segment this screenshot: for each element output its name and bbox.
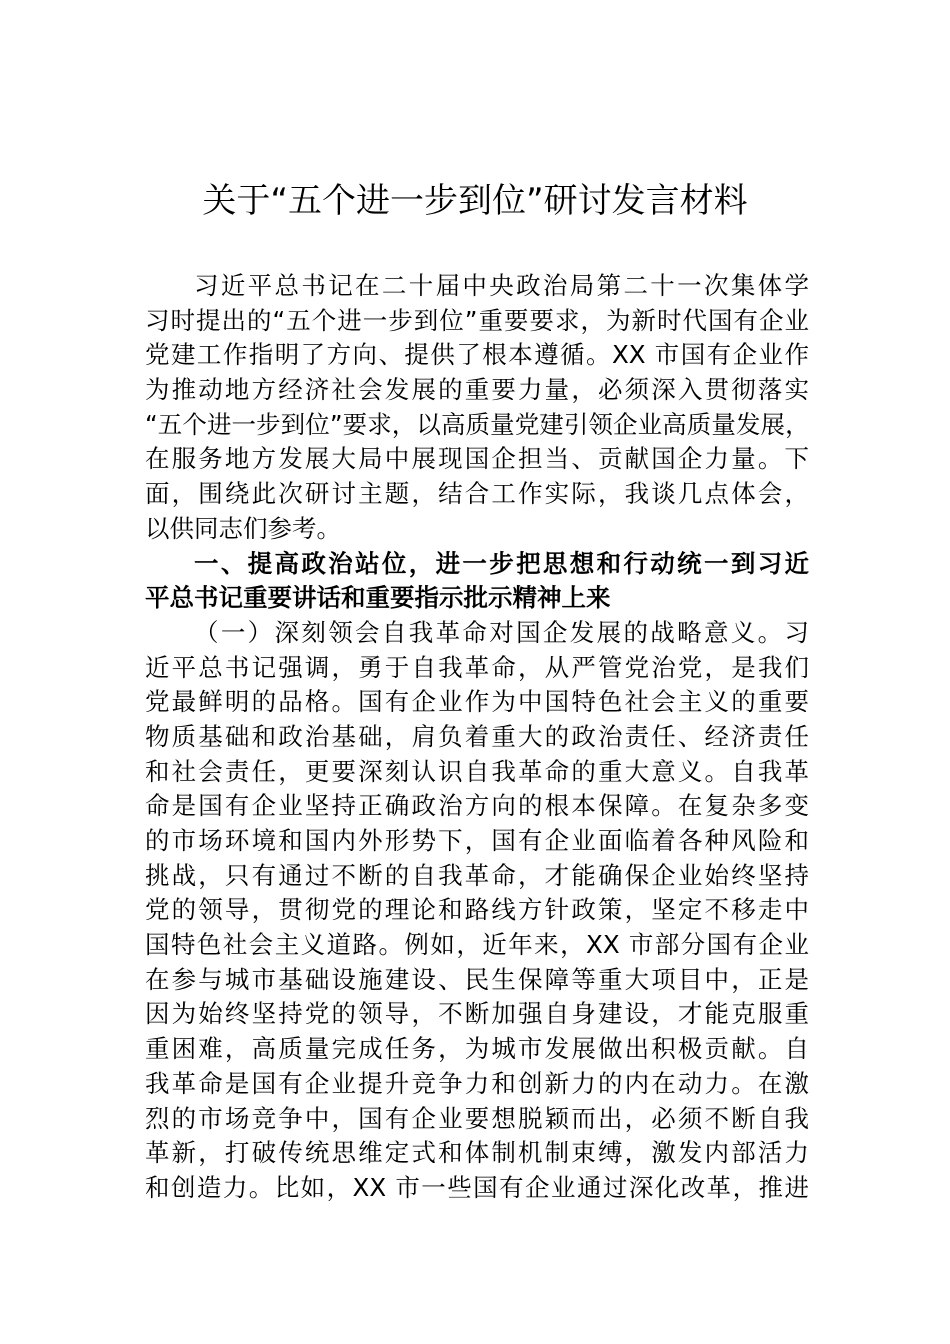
section-heading-line: 平总书记重要讲话和重要指示批示精神上来 xyxy=(145,583,611,613)
paragraph-line: 挑战，只有通过不断的自我革命，才能确保企业始终坚持 xyxy=(145,860,809,890)
paragraph-line: 和社会责任，更要深刻认识自我革命的重大意义。自我革 xyxy=(145,756,809,786)
paragraph-line: 面，围绕此次研讨主题，结合工作实际，我谈几点体会， xyxy=(145,479,809,509)
paragraph-line: 近平总书记强调，勇于自我革命，从严管党治党，是我们 xyxy=(145,652,809,682)
paragraph-line: 在参与城市基础设施建设、民生保障等重大项目中，正是 xyxy=(145,964,809,994)
paragraph-line: 为推动地方经济社会发展的重要力量，必须深入贯彻落实 xyxy=(145,375,809,405)
paragraph-line: 习近平总书记在二十届中央政治局第二十一次集体学 xyxy=(194,271,809,300)
document-body xyxy=(145,269,809,1206)
paragraph-line: （一）深刻领会自我革命对国企发展的战略意义。习 xyxy=(194,617,809,647)
paragraph-line: 国特色社会主义道路。例如，近年来，XX 市部分国有企业 xyxy=(145,930,809,960)
paragraph-line: 党的领导，贯彻党的理论和路线方针政策，坚定不移走中 xyxy=(145,895,809,925)
paragraph-line: 以供同志们参考。 xyxy=(145,513,341,543)
paragraph-line: 物质基础和政治基础，肩负着重大的政治责任、经济责任 xyxy=(145,721,809,751)
paragraph-line: 我革命是国有企业提升竞争力和创新力的内在动力。在激 xyxy=(145,1068,809,1098)
paragraph-line: 在服务地方发展大局中展现国企担当、贡献国企力量。下 xyxy=(145,444,809,474)
paragraph-line: “五个进一步到位”要求，以高质量党建引领企业高质量发展， xyxy=(145,409,809,439)
section-heading-line: 一、提高政治站位，进一步把思想和行动统一到习近 xyxy=(194,548,809,578)
paragraph-line: 的市场环境和国内外形势下，国有企业面临着各种风险和 xyxy=(145,826,809,855)
paragraph-line: 重困难，高质量完成任务，为城市发展做出积极贡献。自 xyxy=(145,1034,809,1064)
paragraph-line: 烈的市场竞争中，国有企业要想脱颖而出，必须不断自我 xyxy=(145,1103,809,1133)
paragraph-line: 因为始终坚持党的领导，不断加强自身建设，才能克服重 xyxy=(145,999,809,1029)
paragraph-line: 和创造力。比如，XX 市一些国有企业通过深化改革，推进 xyxy=(145,1172,809,1202)
paragraph-line: 命是国有企业坚持正确政治方向的根本保障。在复杂多变 xyxy=(145,791,809,821)
paragraph-line: 革新，打破传统思维定式和体制机制束缚，激发内部活力 xyxy=(145,1138,809,1168)
paragraph-line: 党建工作指明了方向、提供了根本遵循。XX 市国有企业作 xyxy=(145,340,809,370)
paragraph-line: 党最鲜明的品格。国有企业作为中国特色社会主义的重要 xyxy=(145,687,809,717)
document-title: 关于“五个进一步到位”研讨发言材料 xyxy=(202,181,748,221)
paragraph-line: 习时提出的“五个进一步到位”重要要求，为新时代国有企业 xyxy=(145,305,809,335)
